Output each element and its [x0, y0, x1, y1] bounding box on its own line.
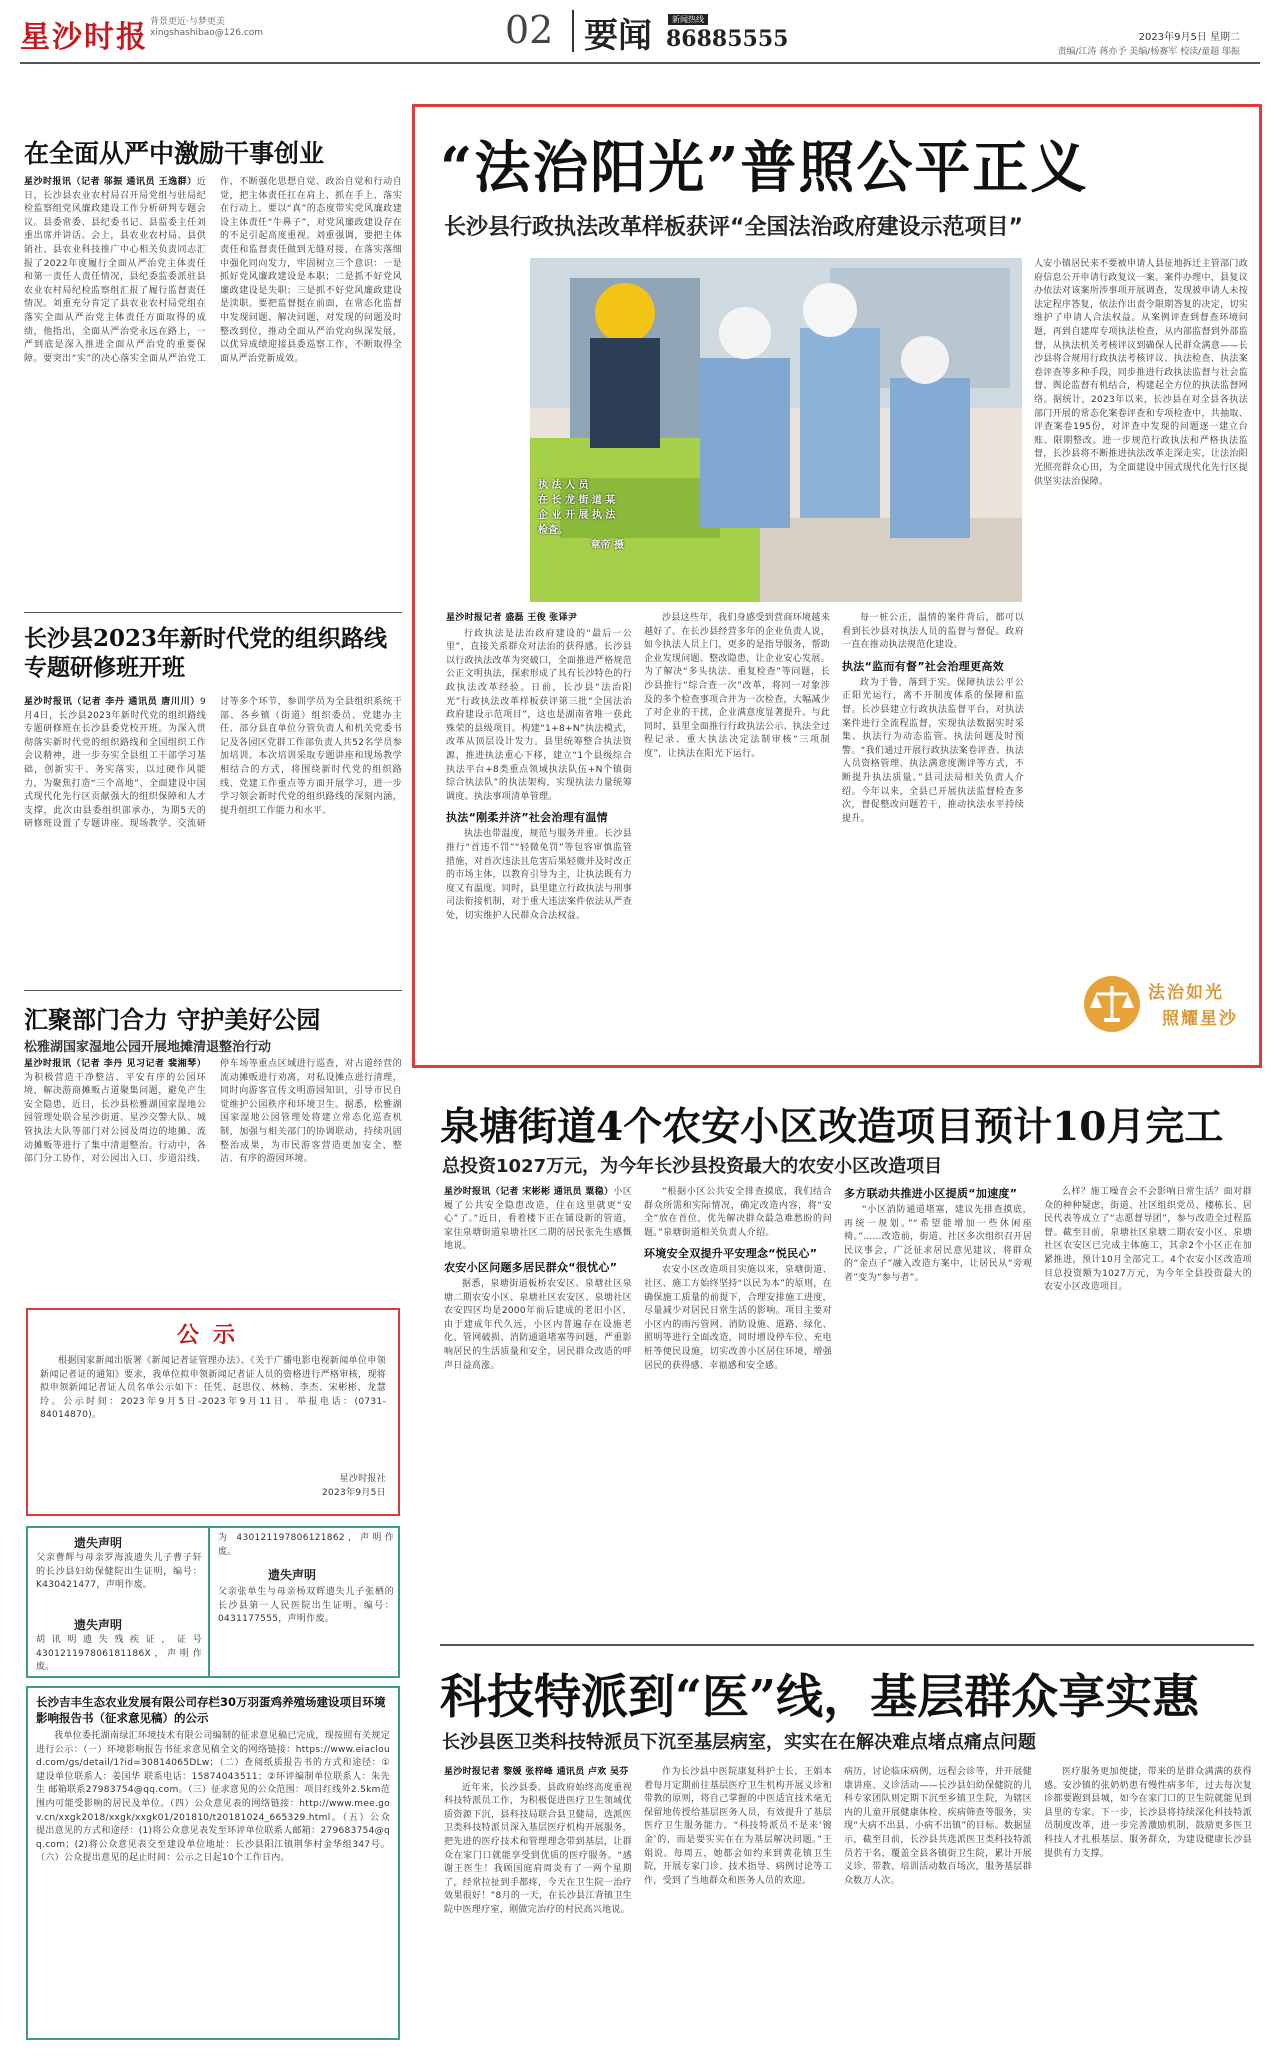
feature-col-2: 沙县这些年，我们身感受到营商环境越来越好了。在长沙县经营多年的企业负责人说，如今执法人员上门，更多的是指导服务，帮助企业发现问题、整改隐患，让企业安心发展。为了解决“多头执法、重复检查”等问题，长沙县推行“综合查一次”改革，将同一对象涉及的多个检查事项合并为一次检查，大幅减少了对企业的干扰，企业满意度显著提升。与此同时，县里全面推行行政执法公示、执法全过程记录、重大执法决定法制审核“三项制度”，让执法在阳光下运行。 [644, 613, 830, 759]
article-title: 泉塘街道4个农安小区改造项目预计10月完工 [440, 1104, 1224, 1150]
feature-photo [530, 258, 1022, 602]
feature-col-1: 星沙时报记者 盛磊 王俊 张译尹 行政执法是法治政府建设的“最后一公里”，直接关系群众对法治的获得感。长沙县以行政执法改革为突破口，全面推进严格规范公正文明执法，探索形成了具有长沙特色的行政执法改革经验。日前，长沙县“法治阳光”行政执法改革样板获评第三批“全国法治政府建设示范项目”，这也是湖南省唯一获此殊荣的县级项目。构建“1+8+N”执法模式，改革从顶层设计发力。县里统筹整合执法资源，推进执法重心下移，建立“1个县级综合执法平台+8类重点领域执法队伍+N个镇街综合执法队”的执法架构，实现执法力量统筹调度、执法事项清单管理。 执法“刚柔并济”社会治理有温情 执法也带温度，规范与服务并重。长沙县推行“首违不罚”“轻微免罚”等包容审慎监管措施，对首次违法且危害后果轻微并及时改正的市场主体，以教育引导为主，让执法既有力度又有温度。同时，县里建立行政执法与刑事司法衔接机制，对于重大违法案件依法从严查处，切实维护人民群众合法权益。 [446, 613, 632, 921]
village-col-1: 星沙时报讯（记者 宋彬彬 通讯员 粟稳）小区履了公共安全隐患改造，住在这里就更“安心”了。”近日，看着楼下正在铺设新的管道，家住泉塘街道泉塘社区二期的居民张先生感慨地说。 农安小区问题多居民群众“很忧心” 据悉，泉塘街道板桥农安区、泉塘社区泉塘二期农安小区、泉塘社区农安区、泉塘社区农安四区均是2000年前后建成的老旧小区，由于建成年代久远，小区内普遍存在设施老化、管网破损、消防通道堵塞等问题，严重影响居民的生活质量和安全，居民群众改造的呼声日益高涨。 [444, 1187, 632, 1371]
village-col-3: 多方联动共推进小区提质“加速度” “小区消防通道堵塞，建议先排查摸底，再统一规划。”“希望能增加一些休闲座椅。”……改造前，街道、社区多次组织召开居民议事会，广泛征求居民意见建议，将群众的“金点子”融入改造方案中，让居民从“旁观者”变为“参与者”。 [844, 1187, 1032, 1283]
notice-org: 星沙时报社 [339, 1474, 386, 1484]
masthead-site: xingshashibao@126.com [150, 28, 264, 38]
feature-subhead: 执法“监而有督”社会治理更高效 [842, 659, 1004, 673]
seal-text: 照耀星沙 [1162, 1009, 1238, 1029]
lost-title: 遗失声明 [74, 1536, 123, 1550]
tech-col-2: 作为长沙县中医院康复科护士长，王娟本着每月定期前往基层医疗卫生机构开展义诊和带教的原则，将自己掌握的中医适宜技术毫无保留地传授给基层医务人员，有效提升了基层医疗卫生服务能力。“科技特派员不是来‘镀金’的，而是要实实在在为基层解决问题。”王娟说。每周五，她都会如约来到黄花镇卫生院，开展专家门诊、技术指导、病例讨论等工作，受到了当地群众和医务人员的欢迎。 [644, 1767, 832, 1886]
notice-title: 长沙吉丰生态农业发展有限公司存栏30万羽蛋鸡养殖场建设项目环境影响报告书（征求意见稿）的公示 [36, 1695, 386, 1725]
article-body: 星沙时报讯（记者 李丹 见习记者 裴湘琴）为积极营造干净整洁、平安有序的公园环境，解决游商摊贩占道聚集问题，避免产生安全隐患，近日，长沙县松雅湖国家湿地公园管理处联合星沙街道、星沙交警大队、城管执法大队等部门对公园及周边的地摊、流动摊贩等进行了集中清退整治。行动中，各部门分工协作，对公园出入口、步道沿线、停车场等重点区域进行巡查，对占道经营的流动摊贩进行劝离，对私设摊点进行清理，同时向游客宣传文明游园知识，引导市民自觉维护公园秩序和环境卫生。据悉，松雅湖国家湿地公园管理处将建立常态化巡查机制，加强与相关部门的协调联动，持续巩固整治成果，为市民游客营造更加安全、整洁、有序的游园环境。 [24, 1059, 402, 1165]
article-byline: 星沙时报讯（记者 李丹 见习记者 裴湘琴） [24, 1059, 206, 1069]
article-byline: 星沙时报讯（记者 邬振 通讯员 王逸群） [24, 177, 197, 187]
feature-subtitle: 长沙县行政执法改革样板获评“全国法治政府建设示范项目” [444, 215, 1023, 240]
masthead-slogan: 背景更近·与梦更美 [150, 17, 225, 27]
seal-text: 法治如光 [1148, 983, 1224, 1003]
village-col-4: 么样？施工噪音会不会影响日常生活？面对群众的种种疑虑，街道、社区组织党员、楼栋长、居民代表等成立了“志愿督导团”，参与改造全过程监督。截至目前，泉塘社区泉塘二期农安小区、泉塘社区农安区已完成主体施工，其余2个小区正在加紧推进，预计10月全部完工。4个农安小区改造项目总投资额为1027万元，为今年全县投资最大的农安小区改造项目。 [1044, 1187, 1252, 1293]
article-subtitle: 总投资1027万元，为今年长沙县投资最大的农安小区改造项目 [442, 1156, 943, 1177]
article-subhead: 农安小区问题多居民群众“很忧心” [444, 1260, 618, 1274]
article-byline: 星沙时报记者 黎媛 张梓峰 通讯员 卢欢 吴芬 [444, 1767, 629, 1777]
article-subhead: 多方联动共推进小区提质“加速度” [844, 1187, 1018, 1200]
village-col-2: “根据小区公共安全排查摸底，我们结合群众所需和实际情况，确定改造内容，将“安全”放在首位，优先解决群众最急难愁盼的问题。”泉塘街道相关负责人介绍。 环境安全双提升平安理念“悦民心” 农安小区改造项目实施以来，泉塘街道、社区、施工方始终坚持“以民为本”的原则，在确保施工质量的前提下，合理安排施工进度，尽量减少对居民日常生活的影响。项目主要对小区内的雨污管网、消防设施、道路、绿化、照明等进行全面改造，同时增设停车位、充电桩等便民设施，切实改善小区居住环境，增强居民的获得感、幸福感和安全感。 [644, 1187, 832, 1371]
lost-body: 为 430121197806121862，声明作废。 [218, 1533, 394, 1557]
article-body: 星沙时报讯（记者 邬振 通讯员 王逸群）近日，长沙县农业农村局召开局党组与驻局纪检监察组党风廉政建设工作分析研判专题会议。县委常委、县纪委书记、县监委主任刘重出席并讲话。会上，县农业农村局、县供销社、县农业科技推广中心相关负责同志汇报了2022年度履行全面从严治党主体责任和第一责任人责任情况，县纪委监委派驻县农业农村局纪检监察组汇报了履行监督责任情况。刘重充分肯定了县农业农村局党组在落实全面从严治党主体责任方面取得的成绩，他指出，全面从严治党永远在路上，一严到底是深入推进全面从严治党的重要保障。要突出“实”的决心落实全面从严治党工作，不断强化思想自觉、政治自觉和行动自觉，把主体责任扛在肩上、抓在手上、落实在行动上。要以“真”的态度带实党风廉政建设主体责任“牛鼻子”，对党风廉政建设存在的不足引起高度重视。刘重强调，要把主体责任和监督责任做到无缝对接，在落实落细中强化同向发力，牢固树立三个意识：一是抓好党风廉政建设是本职；二是抓不好党风廉政建设是失职；三是抓不好党风廉政建设是渎职。要把监督挺在前面，在常态化监督中发现问题、解决问题，对发现的问题及时整改到位，推动全面从严治党向纵深发展，以优异成绩迎接县委巡察工作，不断取得全面从严治党新成效。 [24, 177, 402, 364]
article-body: 星沙时报讯（记者 李丹 通讯员 唐川川）9月4日，长沙县2023年新时代党的组织路线专题研修班在长沙县委党校开班。为深入贯彻落实新时代党的组织路线和全国组织工作会议精神，进一步夯实全县组工干部学习基础，创新实干、务实落实，以过硬作风能力，为聚焦打造“三个高地”、全面建设中国式现代化先行区贡献强大的组织保障和人才支撑，此次由县委组织部承办，为期5天的研修班设置了专题讲座、现场教学、交流研讨等多个环节，参训学员为全县组织系统干部、各乡镇（街道）组织委员、党建办主任、部分县直单位分管负责人和机关党委书记及各园区党群工作部负责人共52名学员参加培训。本次培训采取专题讲座和现场教学相结合的方式，将围绕新时代党的组织路线、党建工作重点等方面开展学习，进一步学习领会新时代党的组织路线的深刻内涵，提升组织工作能力和水平。 [24, 697, 402, 830]
public-notice [26, 1308, 400, 1516]
feature-subhead: 执法“刚柔并济”社会治理有温情 [446, 811, 608, 825]
lost-title: 遗失声明 [74, 1618, 123, 1632]
issue-date: 2023年9月5日 星期二 [1138, 32, 1240, 43]
article-subtitle: 长沙县医卫类科技特派员下沉至基层病室，实实在在解决难点堵点痛点问题 [442, 1732, 1036, 1753]
lost-notices [26, 1526, 400, 1678]
article-subhead: 环境安全双提升平安理念“悦民心” [644, 1247, 818, 1261]
hotline-number: 86885555 [666, 26, 789, 52]
lost-body: 父亲曹辉与母亲罗海波遗失儿子曹子轩的长沙县妇幼保健院出生证明，编号：K430421477，声明作废。 [36, 1553, 202, 1591]
lost-body: 胡讯明遗失残疾证，证号430121197806181186X，声明作废。 [36, 1635, 202, 1673]
feature-byline: 星沙时报记者 盛磊 王俊 张译尹 [446, 613, 578, 623]
feature-col-3: 每一桩公正，温情的案件背后，都可以看到长沙县对执法人员的监督与督促。政府一直在推动执法规范化建设。 执法“监而有督”社会治理更高效 政为于鲁，落到于实。保障执法公平公正阳光运行，离不开制度体系的保障和监督。长沙县建立行政执法监督平台，对执法案件进行全流程监督，实现执法数据实时采集、执法行为动态监管、执法问题及时预警。“我们通过开展行政执法案卷评查、执法人员资格管理、执法满意度测评等方式，不断提升执法质量。”县司法局相关负责人介绍。今年以来，全县已开展执法监督检查多次，督促整改问题若干，推动执法水平持续提升。 [842, 613, 1024, 824]
tech-col-3: 病历，讨论临床病例，远程会诊等，并开展健康讲座、义诊活动——长沙县妇幼保健院的儿科专家团队则定期下沉至乡镇卫生院，为辖区内的儿童开展健康体检、疾病筛查等服务，实现“大病不出县、小病不出镇”的目标。数据显示，截至目前，长沙县共选派医卫类科技特派员若干名，覆盖全县各镇街卫生院，累计开展义诊、带教、培训活动数百场次，服务基层群众数万人次。 [844, 1767, 1032, 1886]
notice-date: 2023年9月5日 [321, 1487, 386, 1498]
page-number: 02 [505, 8, 554, 52]
article-title: 科技特派到“医”线，基层群众享实惠 [440, 1670, 1200, 1725]
hotline-label: 新闻热线 [668, 14, 708, 25]
notice-title: 公示 [176, 1323, 249, 1348]
masthead-logo: 星沙时报 [20, 20, 148, 55]
article-subtitle: 松雅湖国家湿地公园开展地摊清退整治行动 [24, 1040, 272, 1055]
tech-col-4: 医疗服务更加便捷，带来的是群众满满的获得感。安沙镇的张奶奶患有慢性病多年，过去每次复诊都要跑到县城，如今在家门口的卫生院就能见到县里的专家。下一步，长沙县将持续深化科技特派员制度改革，进一步完善激励机制，鼓励更多医卫科技人才扎根基层、服务群众，为建设健康长沙县提供有力支撑。 [1044, 1767, 1252, 1859]
tech-col-1: 星沙时报记者 黎媛 张梓峰 通讯员 卢欢 吴芬 近年来，长沙县委、县政府始终高度重视科技特派员工作，为积极促进医疗卫生领域优质资源下沉，县科技局联合县卫健局，选派医卫类科技特派员深入基层医疗机构开展服务，把先进的医疗技术和管理理念带到基层，让群众在家门口就能享受到优质的医疗服务。“感谢王医生！我顾国庭肩周炎有了一两个星期了，经常拉扯到手都疼，今天在卫生院一治疗效果很好！”8月的一天，在长沙县江背镇卫生院中医理疗室，刚做完治疗的村民高兴地说。 [444, 1767, 632, 1915]
notice-body: 我单位委托湖南绿汇环境技术有限公司编制的征求意见稿已完成，现按照有关规定进行公示：（一）环境影响报告书征求意见稿全文的网络链接：https://www.eiacloud.com/gs/detail/1?id=30814065DLw；（二）查阅纸质报告书的方式和途径：①建设单位联系人：姜国华 联系电话：15874043511；②环评编制单位联系人：朱先生 邮箱联系27983754@qq.com。（三）征求意见的公众范围：项目红线外2.5km范围内可能受影响的居民及单位。（四）公众意见表的网络链接：http://www.mee.gov.cn/xxgk2018/xxgk/xxgk01/201810/t20181024_665329.html。（五）公众提出意见的方式和途径：(1)将公众意见表发至环评单位联系人邮箱：279683754@qq.com；(2)将公众意见表交至建设单位地址：长沙县阳江镇荆华村金华组347号。（六）公众提出意见的起止时间：公示之日起10个工作日内。 [36, 1731, 390, 1864]
lost-title: 遗失声明 [268, 1568, 317, 1582]
notice-body: 根据国家新闻出版署《新闻记者证管理办法》、《关于广播电影电视新闻单位申领新闻记者证的通知》要求，我单位拟申领新闻记者证人员的资格进行严格审核，现将拟申领新闻记者证人员名单公示如下：任凭、赵思仪、林畅、李杰、宋彬彬、龙慧玲。公示时间：2023年9月5日-2023年9月11日。举报电话：(0731-84014870)。 [40, 1356, 386, 1421]
editors-line: 责编/江涛 蒋亦予 美编/杨赛军 校读/童超 邬振 [1057, 47, 1240, 57]
section-title: 要闻 [584, 16, 652, 56]
environmental-notice [26, 1686, 400, 2040]
article-title: 长沙县2023年新时代党的组织路线专题研修班开班 [24, 625, 388, 681]
feature-body-right: 人安小镇居民来不要被申请人县征地拆迁主管部门政府信息公开申请行政复议一案。案件办理中，县复议办依法对该案所涉事项开展调查，发现被申请人未按法定程序答复，依法作出责令限期答复的决定，切实维护了申请人合法权益。从案例评查到督查环境问题，再到自建库专项执法检查，从内部监督到外部监督，从执法机关考核评议到确保人民群众满意——长沙县将合规用行政执法考核评议、执法检查、执法案卷评查等多种手段，同步推进行政执法监督与社会监督、舆论监督有机结合，构建起全方位的执法监督网络。据统计，2023年以来，长沙县在对全县各执法部门开展的常态化案卷评查和专项检查中，共抽取、评查案卷195份，对评查中发现的问题逐一建立台账、限期整改。进一步规范行政执法和严格执法监督，长沙县将不断推进执法改革走深走实，让法治阳光照亮群众心田，为全面建设中国式现代化先行区提供坚实法治保障。 [1034, 259, 1248, 487]
lost-body: 父亲张单生与母亲杨双辉遗失儿子张栖的长沙县第一人民医院出生证明，编号：0431177555，声明作废。 [218, 1587, 394, 1625]
feature-title: “法治阳光”普照公平正义 [440, 135, 1089, 201]
photo-caption: 执 法 人 员 在 长 龙 街 道 某 企 业 开 展 执 法 检查。 章帝 摄 [538, 480, 624, 551]
article-byline: 星沙时报讯（记者 宋彬彬 通讯员 粟稳） [444, 1187, 614, 1197]
article-title: 汇聚部门合力 守护美好公园 [24, 1005, 321, 1034]
scales-icon [1082, 974, 1142, 1034]
article-title: 在全面从严中激励干事创业 [24, 139, 325, 168]
justice-seal [1078, 968, 1244, 1042]
article-byline: 星沙时报讯（记者 李丹 通讯员 唐川川） [24, 697, 200, 707]
